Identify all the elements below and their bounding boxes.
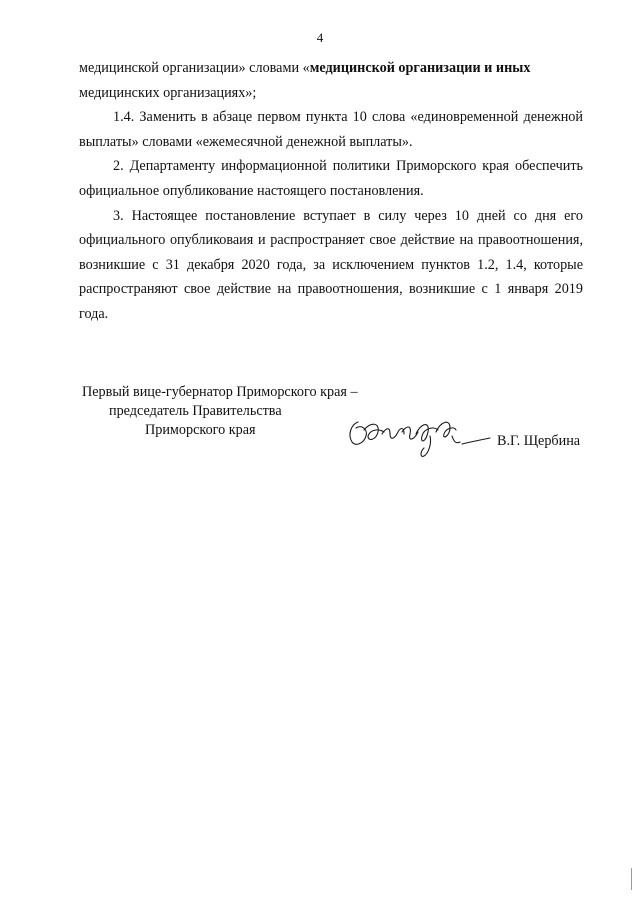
paragraph-continuation (79, 56, 583, 105)
paragraph-text: медицинской организации» словами « (79, 60, 310, 76)
paragraph-item-1-4: 1.4. Заменить в абзаце первом пункта 10 слова «единовременной денежной выплаты» словами «ежемесячной денежной выплаты». (79, 109, 583, 150)
position-line: Первый вице-губернатор Приморского края – (82, 384, 358, 400)
position-line: председатель Правительства (109, 403, 282, 419)
bold-phrase: медицинской организации и иных (309, 60, 531, 76)
handwritten-signature (344, 410, 494, 462)
scan-edge-mark (631, 868, 632, 890)
signatory-position (78, 383, 378, 440)
paragraph-item-2: 2. Департаменту информационной политики Приморского края обеспечить официальное опубликование настоящего постановления. (79, 158, 583, 199)
position-line: Приморского края (145, 422, 256, 438)
signer-name: В.Г. Щербина (497, 433, 581, 449)
document-body (79, 56, 583, 327)
page-number: 4 (316, 30, 324, 45)
paragraph-item-3: 3. Настоящее постановление вступает в силу через 10 дней со дня его официального опубликоваия и распространяет свое действие на правоотношения, возникшие с 31 декабря 2020 года, за исключением пунктов 1.2, 1.4, которые распространяют свое действие на правоотношения, возникшие с 1 января 2019 года. (79, 207, 583, 322)
paragraph-text: медицинских организациях»; (79, 84, 257, 101)
